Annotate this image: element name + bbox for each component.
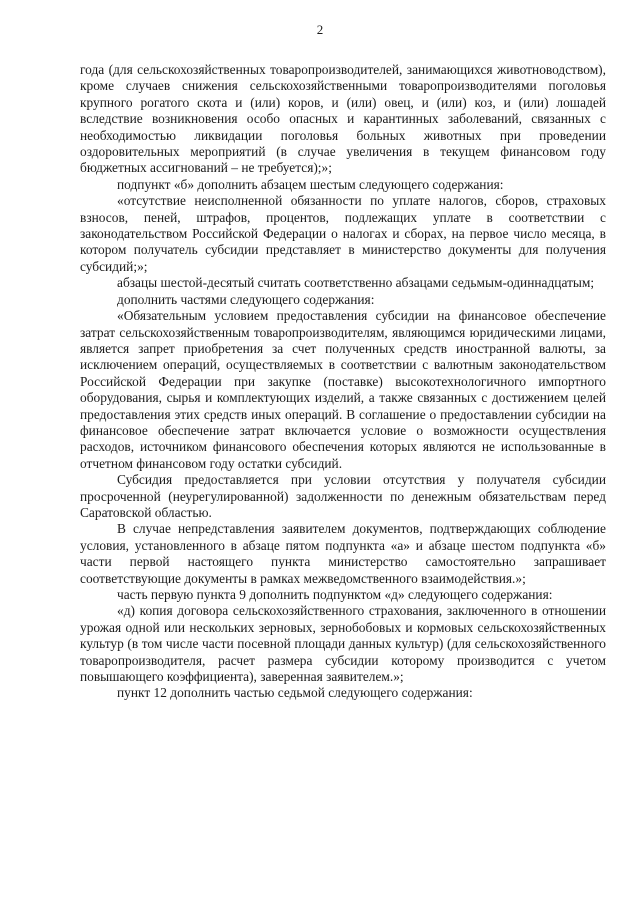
paragraph: «Обязательным условием предоставления субсидии на финансовое обеспечение затрат сельскохозяйственным товаропроизводителям, являющимся юридическими лицами, является запрет приобретения за счет полученных средств иностранной валюты, за исключением операций, осуществляемых в соответствии с валютным законодательством Российской Федерации при закупке (поставке) высокотехнологичного импортного оборудования, сырья и комплектующих изделий, а также связанных с достижением целей предоставления этих средств иных операций. В соглашение о предоставлении субсидии на финансовое обеспечение затрат включается условие о возможности осуществления расходов, источником финансового обеспечения которых являются не использованные в отчетном финансовом году остатки субсидий. [80, 308, 606, 471]
paragraph: «д) копия договора сельскохозяйственного страхования, заключенного в отношении урожая одной или нескольких зерновых, зернобобовых и кормовых сельскохозяйственных культур (в том числе части посевной площади данных культур) (для сельскохозяйственного товаропроизводителя, расчет размера субсидии которому производится с учетом повышающего коэффициента), заверенная заявителем.»; [80, 603, 606, 685]
paragraph: абзацы шестой-десятый считать соответственно абзацами седьмым-одиннадцатым; [117, 275, 595, 291]
paragraph-continuation: года (для сельскохозяйственных товаропроизводителей, занимающихся животноводством), кроме случаев снижения сельскохозяйственными товаропроизводителями поголовья крупного рогатого скота и (или) коров, и (или) овец, и (или) коз, и (или) лошадей вследствие возникновения особо опасных и карантинных заболеваний, связанных с необходимостью ликвидации поголовья больных животных при проведении оздоровительных мероприятий (в случае увеличения в текущем финансовом году бюджетных ассигнований – не требуется);»; [80, 62, 606, 176]
paragraph: В случае непредставления заявителем документов, подтверждающих соблюдение условия, установленного в абзаце пятом подпункта «а» и абзаце шестом подпункта «б» части первой настоящего пункта министерство самостоятельно запрашивает соответствующие документы в рамках межведомственного взаимодействия.»; [80, 521, 606, 586]
paragraph: «отсутствие неисполненной обязанности по уплате налогов, сборов, страховых взносов, пеней, штрафов, процентов, подлежащих уплате в соответствии с законодательством Российской Федерации о налогах и сборах, на первое число месяца, в котором получатель субсидии представляет в министерство документы для получения субсидий;»; [80, 193, 606, 274]
page-number: 2 [316, 22, 324, 37]
paragraph: подпункт «б» дополнить абзацем шестым следующего содержания: [117, 176, 504, 192]
paragraph: Субсидия предоставляется при условии отсутствия у получателя субсидии просроченной (неурегулированной) задолженности по денежным обязательствам перед Саратовской областью. [80, 472, 606, 520]
paragraph: дополнить частями следующего содержания: [117, 291, 375, 307]
document-body [80, 62, 606, 702]
paragraph: часть первую пункта 9 дополнить подпунктом «д» следующего содержания: [117, 587, 553, 602]
paragraph: пункт 12 дополнить частью седьмой следующего содержания: [117, 685, 473, 701]
